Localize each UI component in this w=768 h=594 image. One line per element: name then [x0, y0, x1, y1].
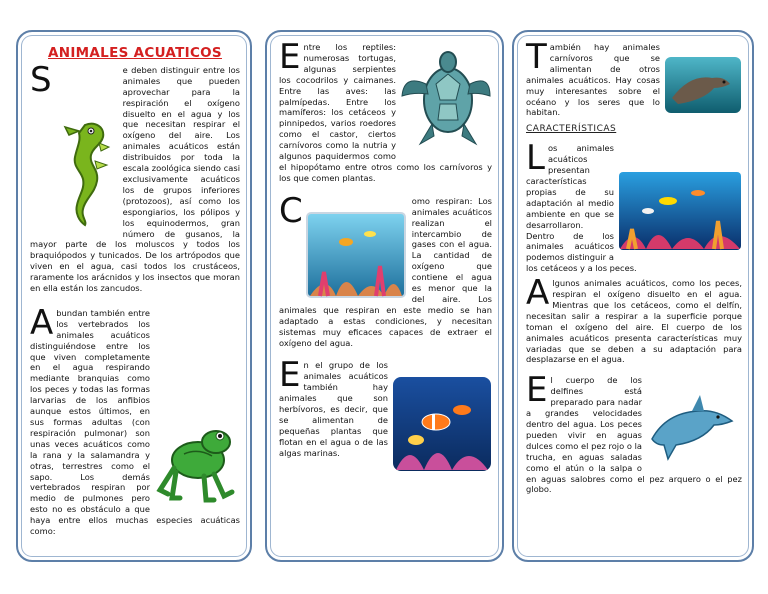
paragraph-text: ntre los reptiles: numerosas tortugas, algunas serpientes los cocodrilos y caimanes. Entre las aves: las palmípedas. Entre los mamíferos: los cetáceos y pinnipedos, varios roedores como el castor, ciertos carnívoros como la nutria y algunos paquidermos como el hipopótamo entre otros como los carnívoros y los que comen plantas. — [279, 42, 492, 183]
paragraph-reptiles — [279, 37, 492, 184]
dropcap: A — [30, 302, 54, 343]
paragraph-herbivores — [279, 355, 492, 458]
paragraph-characteristics — [526, 138, 742, 274]
paragraph-dolphins — [526, 370, 742, 495]
paragraph-respiration — [279, 190, 492, 349]
dropcap: T — [526, 37, 547, 77]
paragraph-vertebrates — [30, 302, 240, 537]
sea-lion-image — [664, 56, 742, 114]
paragraph-text: bundan también entre los vertebrados los animales acuáticos distinguiéndose entre los que viven completamente en el agua respirando mediante branquias como los peces y todas las formas larvarias de los anfibios aunque estos últimos, en sus formas adultas (con respiración pulmonar) son unas veces acuáticos como la rana y la salamandra y otras, terrestres como el sapo. Los demás vertebrados respiran por medio de pulmones pero esto no es obstáculo a que haya entre ellos muchas especies acuáticas como: — [30, 307, 240, 537]
paragraph-text: ambién hay animales carnívoros que se alimentan de otros animales acuáticos. Hay cosas muy interesantes sobre el océano y los seres que lo habitan. — [526, 42, 660, 118]
sea-turtle-image — [400, 44, 492, 156]
paragraph-breathing — [526, 273, 742, 365]
clownfish-image — [392, 376, 492, 472]
dropcap: C — [279, 190, 303, 231]
paragraph-text: l cuerpo de los delfines está preparado para nadar a grandes velocidades dentro del agua. Los peces pueden vivir en aguas dulces como el pez rojo o la trucha, en aguas saladas como el atún o la salpa o en aguas salobres como el pez arquero o el pez globo. — [526, 375, 742, 495]
dropcap: A — [526, 273, 550, 314]
aquarium-image — [306, 212, 406, 298]
dropcap: E — [526, 370, 548, 411]
panel-left-content — [30, 42, 240, 552]
paragraph-text: e deben distinguir entre los animales que pueden aprovechar para la respiración el oxígeno disuelto en el agua y los que necesitan respirar el oxígeno del aire. Los animales acuáticos están distribuidos por toda la escala zoológica siendo casi exclusivamente acuáticos los de grupos inferiores (protozoos), así como los espongiarios, los pólipos y los equinodermos, gran número de gusanos, la mayor parte de los moluscos y todos los braquiópodos y tunicados. De los artrópodos que viven en el agua, casi todos los crustáceos, raramente los arácnidos y los insectos que moran en ella están los zancudos. — [30, 64, 240, 294]
section-subtitle: CARACTERÍSTICAS — [526, 124, 617, 135]
dropcap: E — [279, 37, 301, 77]
paragraph-text: n el grupo de los animales acuáticos también hay animales que son herbívoros, es decir, que se alimentan de pequeñas plantas que flotan en el agua o de las algas marinas. — [279, 360, 388, 458]
panel-right-content — [526, 37, 742, 552]
frog-image — [154, 412, 240, 504]
dropcap: E — [279, 355, 301, 396]
panel-right — [512, 30, 754, 562]
paragraph-carnivores — [526, 37, 742, 118]
panel-middle — [265, 30, 504, 562]
paragraph-text: omo respiran: Los animales acuáticos realizan el intercambio de gases con el agua. La cantidad de oxígeno que contiene el agua es menor que la del aire. Los animales que respiran en este medio se han adaptado a estas condiciones, y necesitan sistemas muy eficaces capaces de extraer el oxígeno del agua. — [279, 195, 492, 348]
panel-left — [16, 30, 252, 562]
seahorse-image — [55, 117, 117, 227]
paragraph-text: os animales acuáticos presentan características propias de su adaptación al medio ambiente en que se desarrollaron. Dentro de los animales acuáticos podemos distinguir a los cetáceos y a los peces. — [526, 143, 637, 274]
paragraph-intro — [30, 59, 240, 294]
panel-middle-content — [279, 37, 492, 552]
dropcap: S — [30, 59, 52, 100]
page-title: ANIMALES ACUATICOS — [48, 45, 222, 61]
coral-reef-image — [618, 171, 742, 251]
paragraph-text: lgunos animales acuáticos, como los peces, respiran el oxígeno disuelto en el agua. Mientras que los cetáceos, como el delfín, necesitan salir a respirar a la superficie porque toman el oxígeno del aire. El cuerpo de los animales acuáticos presenta características muy variadas que se deben a su adaptación para desplazarse en el agua. — [526, 278, 742, 365]
dropcap: L — [526, 138, 545, 179]
dolphin-image — [646, 389, 742, 467]
